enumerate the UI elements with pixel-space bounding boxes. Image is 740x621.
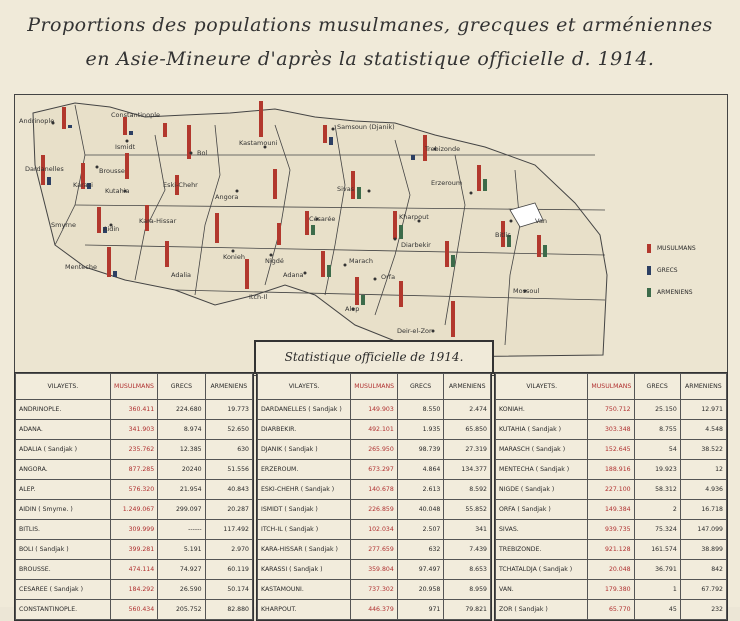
table-row xyxy=(258,600,491,620)
table-row xyxy=(258,400,491,420)
place-label: Adalia xyxy=(171,271,192,279)
armeniens-value: 7.439 xyxy=(444,540,491,560)
armeniens-value: 38.522 xyxy=(680,440,726,460)
grecs-value: 58.312 xyxy=(634,480,680,500)
musulmans-value: 877.285 xyxy=(110,460,157,480)
grecs-value: 98.739 xyxy=(397,440,444,460)
column-header-vilayet: VILAYETS. xyxy=(258,374,351,400)
musulmans-value: 188.916 xyxy=(588,460,634,480)
column-header-grecs: GRECS xyxy=(397,374,444,400)
table-row xyxy=(258,540,491,560)
table-row xyxy=(258,440,491,460)
legend-swatch-blue xyxy=(647,266,651,275)
grecs-value: 8.550 xyxy=(397,400,444,420)
vilayet-name: KARASSI ( Sandjak ) xyxy=(258,560,351,580)
table-row xyxy=(496,520,727,540)
legend-musulmans xyxy=(647,237,728,259)
musulmans-value: 65.770 xyxy=(588,600,634,620)
vilayet-name: CESAREE ( Sandjak ) xyxy=(16,580,111,600)
place-label: Césarée xyxy=(309,215,336,223)
vilayet-name: ALEP. xyxy=(16,480,111,500)
place-label: Bitlis xyxy=(495,231,511,239)
stats-table-3 xyxy=(494,372,728,621)
grecs-value: 26.590 xyxy=(158,580,205,600)
armeniens-value: 341 xyxy=(444,520,491,540)
stats-table xyxy=(257,373,491,620)
armeniens-value: 12.971 xyxy=(680,400,726,420)
grecs-value: 8.755 xyxy=(634,420,680,440)
grecs-value: 45 xyxy=(634,600,680,620)
place-label: Deir-el-Zor xyxy=(397,327,432,335)
vilayet-name: ISMIDT ( Sandjak ) xyxy=(258,500,351,520)
musulmans-value: 492.101 xyxy=(351,420,398,440)
table-row xyxy=(16,420,253,440)
musulmans-value: 277.659 xyxy=(351,540,398,560)
armeniens-value: 4.936 xyxy=(680,480,726,500)
armeniens-value: 117.492 xyxy=(205,520,252,540)
legend-armeniens xyxy=(647,281,728,303)
musulmans-value: 140.678 xyxy=(351,480,398,500)
musulmans-value: 149.903 xyxy=(351,400,398,420)
place-label: Eski-Chehr xyxy=(163,181,198,189)
column-header-armeniens: ARMENIENS xyxy=(444,374,491,400)
musulmans-value: 309.999 xyxy=(110,520,157,540)
musulmans-value: 446.379 xyxy=(351,600,398,620)
musulmans-value: 226.859 xyxy=(351,500,398,520)
table-row xyxy=(258,580,491,600)
statistics-tables xyxy=(14,372,726,613)
map-legend xyxy=(647,237,728,303)
table-row xyxy=(496,460,727,480)
legend-swatch-red xyxy=(647,244,651,253)
place-label: Alep xyxy=(345,305,360,313)
armeniens-value: 232 xyxy=(680,600,726,620)
grecs-value: 21.954 xyxy=(158,480,205,500)
column-header-musulmans: MUSULMANS xyxy=(110,374,157,400)
armeniens-value: 12 xyxy=(680,460,726,480)
armeniens-value: 2.970 xyxy=(205,540,252,560)
grecs-value: 20240 xyxy=(158,460,205,480)
vilayet-name: ITCH-IL ( Sandjak ) xyxy=(258,520,351,540)
column-header-vilayet: VILAYETS. xyxy=(16,374,111,400)
grecs-value: 161.574 xyxy=(634,540,680,560)
grecs-value: 25.150 xyxy=(634,400,680,420)
vilayet-name: ESKI-CHEHR ( Sandjak ) xyxy=(258,480,351,500)
armeniens-value: 8.592 xyxy=(444,480,491,500)
table-row xyxy=(16,540,253,560)
place-label: Diarbekir xyxy=(401,241,431,249)
armeniens-value: 40.843 xyxy=(205,480,252,500)
table-row xyxy=(16,600,253,620)
column-header-musulmans: MUSULMANS xyxy=(351,374,398,400)
vilayet-name: TREBIZONDE. xyxy=(496,540,588,560)
grecs-value: 5.191 xyxy=(158,540,205,560)
vilayet-name: KUTAHIA ( Sandjak ) xyxy=(496,420,588,440)
table-row xyxy=(16,440,253,460)
table-row xyxy=(16,560,253,580)
table-header-row xyxy=(258,374,491,400)
legend-label: GRECS xyxy=(657,266,678,274)
grecs-value: 1.935 xyxy=(397,420,444,440)
grecs-value: 299.097 xyxy=(158,500,205,520)
vilayet-name: SIVAS. xyxy=(496,520,588,540)
musulmans-value: 576.320 xyxy=(110,480,157,500)
place-label: Kastamouni xyxy=(239,139,278,147)
musulmans-value: 673.297 xyxy=(351,460,398,480)
armeniens-value: 51.556 xyxy=(205,460,252,480)
place-label: Smyrne xyxy=(51,221,76,229)
musulmans-value: 152.645 xyxy=(588,440,634,460)
musulmans-value: 474.114 xyxy=(110,560,157,580)
vilayet-name: ANGORA. xyxy=(16,460,111,480)
place-label: Andrinople xyxy=(19,117,55,125)
musulmans-value: 921.128 xyxy=(588,540,634,560)
place-label: Ismidt xyxy=(115,143,136,151)
table-row xyxy=(496,420,727,440)
vilayet-name: ANDRINOPLE. xyxy=(16,400,111,420)
grecs-value: ------ xyxy=(158,520,205,540)
table-row xyxy=(16,520,253,540)
table-row xyxy=(496,440,727,460)
armeniens-value: 19.773 xyxy=(205,400,252,420)
armeniens-value: 60.119 xyxy=(205,560,252,580)
musulmans-value: 399.281 xyxy=(110,540,157,560)
vilayet-name: VAN. xyxy=(496,580,588,600)
musulmans-value: 102.034 xyxy=(351,520,398,540)
musulmans-value: 235.762 xyxy=(110,440,157,460)
grecs-value: 4.864 xyxy=(397,460,444,480)
armeniens-value: 27.319 xyxy=(444,440,491,460)
armeniens-value: 16.718 xyxy=(680,500,726,520)
musulmans-value: 737.302 xyxy=(351,580,398,600)
vilayet-name: MARASCH ( Sandjak ) xyxy=(496,440,588,460)
map-drawing xyxy=(15,95,727,375)
grecs-value: 40.048 xyxy=(397,500,444,520)
place-label: Dardanelles xyxy=(25,165,64,173)
armeniens-value: 8.653 xyxy=(444,560,491,580)
grecs-value: 54 xyxy=(634,440,680,460)
place-label: Bol xyxy=(197,149,208,157)
armeniens-value: 20.287 xyxy=(205,500,252,520)
place-label: Karasi xyxy=(73,181,93,189)
place-label: Trebizonde xyxy=(425,145,461,153)
vilayet-name: ORFA ( Sandjak ) xyxy=(496,500,588,520)
table-row xyxy=(258,460,491,480)
place-label: Adana xyxy=(283,271,304,279)
armeniens-value: 2.474 xyxy=(444,400,491,420)
grecs-value: 19.923 xyxy=(634,460,680,480)
table-row xyxy=(16,580,253,600)
vilayet-name: MENTECHA ( Sandjak ) xyxy=(496,460,588,480)
stats-title: Statistique officielle de 1914. xyxy=(284,350,464,364)
musulmans-value: 359.804 xyxy=(351,560,398,580)
grecs-value: 20.958 xyxy=(397,580,444,600)
armeniens-value: 147.099 xyxy=(680,520,726,540)
musulmans-value: 227.100 xyxy=(588,480,634,500)
table-row xyxy=(16,480,253,500)
table-row xyxy=(16,500,253,520)
column-header-vilayet: VILAYETS. xyxy=(496,374,588,400)
grecs-value: 36.791 xyxy=(634,560,680,580)
place-label: Kharpout xyxy=(399,213,429,221)
table-row xyxy=(258,560,491,580)
stats-table-1 xyxy=(14,372,254,621)
table-row xyxy=(258,520,491,540)
armeniens-value: 50.174 xyxy=(205,580,252,600)
stats-table-2 xyxy=(256,372,492,621)
vilayet-name: ERZEROUM. xyxy=(258,460,351,480)
armeniens-value: 67.792 xyxy=(680,580,726,600)
armeniens-value: 630 xyxy=(205,440,252,460)
table-header-row xyxy=(496,374,727,400)
place-label: Kutahia xyxy=(105,187,130,195)
musulmans-value: 1.249.067 xyxy=(110,500,157,520)
place-label: Angora xyxy=(215,193,239,201)
musulmans-value: 179.380 xyxy=(588,580,634,600)
grecs-value: 74.927 xyxy=(158,560,205,580)
stats-title-box xyxy=(254,340,494,374)
vilayet-name: DARDANELLES ( Sandjak ) xyxy=(258,400,351,420)
armeniens-value: 8.959 xyxy=(444,580,491,600)
vilayet-name: KHARPOUT. xyxy=(258,600,351,620)
table-row xyxy=(496,400,727,420)
column-header-armeniens: ARMENIENS xyxy=(680,374,726,400)
vilayet-name: ADANA. xyxy=(16,420,111,440)
place-label: Samsoun (Djanik) xyxy=(337,123,395,131)
legend-label: MUSULMANS xyxy=(657,244,696,252)
armeniens-value: 134.377 xyxy=(444,460,491,480)
grecs-value: 75.324 xyxy=(634,520,680,540)
table-row xyxy=(16,460,253,480)
musulmans-value: 265.950 xyxy=(351,440,398,460)
vilayet-name: TCHATALDJA ( Sandjak ) xyxy=(496,560,588,580)
place-label: Itch-Il xyxy=(249,293,268,301)
grecs-value: 224.680 xyxy=(158,400,205,420)
armeniens-value: 52.650 xyxy=(205,420,252,440)
stats-table xyxy=(15,373,253,620)
place-label: Nigdé xyxy=(265,257,284,265)
grecs-value: 2.507 xyxy=(397,520,444,540)
vilayet-name: BROUSSE. xyxy=(16,560,111,580)
grecs-value: 205.752 xyxy=(158,600,205,620)
vilayet-name: ZOR ( Sandjak ) xyxy=(496,600,588,620)
vilayet-name: KASTAMOUNI. xyxy=(258,580,351,600)
armeniens-value: 842 xyxy=(680,560,726,580)
musulmans-value: 303.348 xyxy=(588,420,634,440)
musulmans-value: 341.903 xyxy=(110,420,157,440)
place-label: Brousse xyxy=(99,167,125,175)
musulmans-value: 360.411 xyxy=(110,400,157,420)
map-title-line-2: en Asie-Mineure d'après la statistique officielle d. 1914. xyxy=(85,48,655,70)
grecs-value: 1 xyxy=(634,580,680,600)
armeniens-value: 38.899 xyxy=(680,540,726,560)
vilayet-name: BOLI ( Sandjak ) xyxy=(16,540,111,560)
grecs-value: 2 xyxy=(634,500,680,520)
place-label: Marach xyxy=(349,257,373,265)
grecs-value: 2.613 xyxy=(397,480,444,500)
grecs-value: 97.497 xyxy=(397,560,444,580)
grecs-value: 632 xyxy=(397,540,444,560)
vilayet-name: KONIAH. xyxy=(496,400,588,420)
armeniens-value: 82.880 xyxy=(205,600,252,620)
table-row xyxy=(258,480,491,500)
place-label: Constantinople xyxy=(111,111,161,119)
place-label: Menteche xyxy=(65,263,97,271)
table-row xyxy=(258,500,491,520)
armeniens-value: 55.852 xyxy=(444,500,491,520)
vilayet-name: NIGDE ( Sandjak ) xyxy=(496,480,588,500)
table-row xyxy=(496,600,727,620)
armeniens-value: 65.850 xyxy=(444,420,491,440)
place-label: Mossoul xyxy=(513,287,540,295)
place-label: Aidin xyxy=(103,225,120,233)
legend-grecs xyxy=(647,259,728,281)
place-label: Kara-Hissar xyxy=(139,217,177,225)
vilayet-name: CONSTANTINOPLE. xyxy=(16,600,111,620)
place-label: Erzeroum xyxy=(431,179,463,187)
vilayet-name: DIARBEKIR. xyxy=(258,420,351,440)
musulmans-value: 184.292 xyxy=(110,580,157,600)
place-label: Van xyxy=(535,217,548,225)
musulmans-value: 750.712 xyxy=(588,400,634,420)
place-label: Konieh xyxy=(223,253,245,261)
map-frame xyxy=(14,94,728,376)
table-row xyxy=(496,500,727,520)
musulmans-value: 939.735 xyxy=(588,520,634,540)
table-header-row xyxy=(16,374,253,400)
stats-table xyxy=(495,373,727,620)
table-row xyxy=(496,580,727,600)
musulmans-value: 560.434 xyxy=(110,600,157,620)
column-header-musulmans: MUSULMANS xyxy=(588,374,634,400)
vilayet-name: DJANIK ( Sandjak ) xyxy=(258,440,351,460)
legend-label: ARMENIENS xyxy=(657,288,693,296)
table-row xyxy=(16,400,253,420)
table-row xyxy=(496,540,727,560)
place-label: Sivas xyxy=(337,185,355,193)
musulmans-value: 149.384 xyxy=(588,500,634,520)
column-header-armeniens: ARMENIENS xyxy=(205,374,252,400)
vilayet-name: AIDIN ( Smyrne. ) xyxy=(16,500,111,520)
place-label: Orfa xyxy=(381,273,396,281)
column-header-grecs: GRECS xyxy=(158,374,205,400)
vilayet-name: KARA-HISSAR ( Sandjak ) xyxy=(258,540,351,560)
table-row xyxy=(496,480,727,500)
map-title-line-1: Proportions des populations musulmanes, grecques et arméniennes xyxy=(27,14,713,36)
column-header-grecs: GRECS xyxy=(634,374,680,400)
grecs-value: 12.385 xyxy=(158,440,205,460)
armeniens-value: 79.821 xyxy=(444,600,491,620)
vilayet-name: ADALIA ( Sandjak ) xyxy=(16,440,111,460)
table-row xyxy=(258,420,491,440)
grecs-value: 971 xyxy=(397,600,444,620)
musulmans-value: 20.048 xyxy=(588,560,634,580)
armeniens-value: 4.548 xyxy=(680,420,726,440)
legend-swatch-green xyxy=(647,288,651,297)
vilayet-name: BITLIS. xyxy=(16,520,111,540)
table-row xyxy=(496,560,727,580)
grecs-value: 8.974 xyxy=(158,420,205,440)
